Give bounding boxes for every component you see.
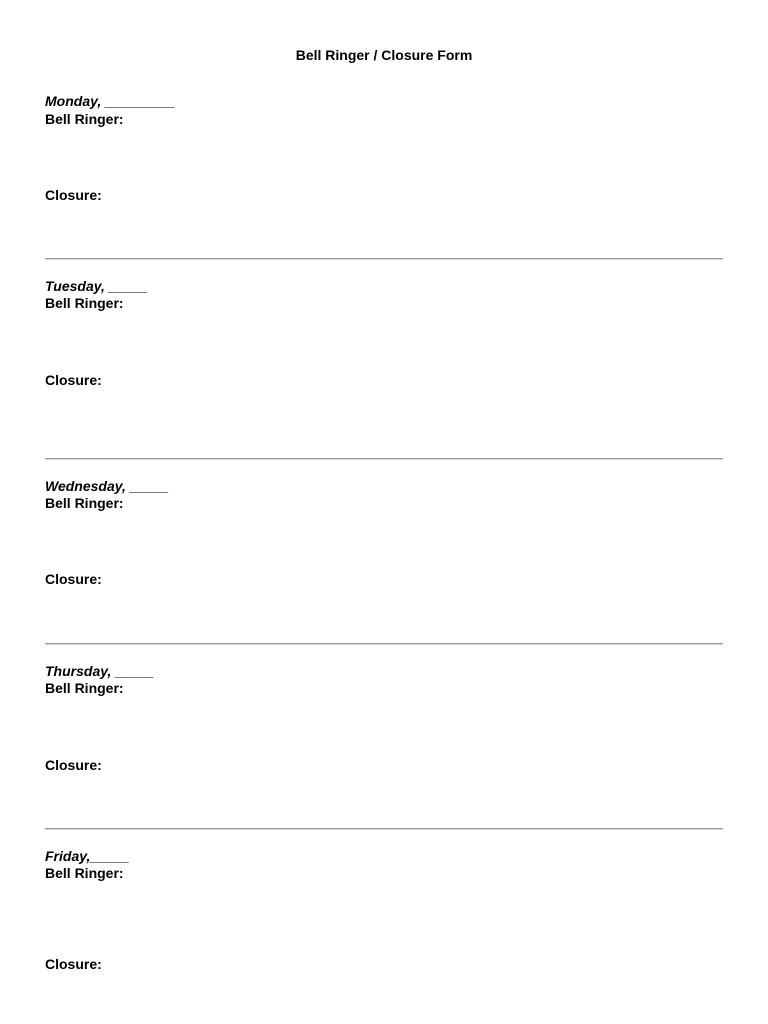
- form-title: Bell Ringer / Closure Form: [295, 47, 473, 63]
- day-heading-wednesday: Wednesday, _____: [45, 478, 169, 494]
- closure-label-wednesday: Closure:: [45, 571, 102, 587]
- bell-ringer-label-wednesday: Bell Ringer:: [45, 495, 124, 511]
- closure-label-friday: Closure:: [45, 956, 102, 972]
- section-divider: [45, 828, 723, 830]
- bell-ringer-label-friday: Bell Ringer:: [45, 865, 124, 881]
- section-divider: [45, 258, 723, 260]
- day-heading-tuesday: Tuesday, _____: [45, 278, 148, 294]
- day-heading-friday: Friday,_____: [45, 848, 130, 864]
- section-divider: [45, 458, 723, 460]
- closure-label-thursday: Closure:: [45, 757, 102, 773]
- bell-ringer-label-thursday: Bell Ringer:: [45, 680, 124, 696]
- section-divider: [45, 643, 723, 645]
- closure-label-monday: Closure:: [45, 187, 102, 203]
- closure-label-tuesday: Closure:: [45, 372, 102, 388]
- day-heading-thursday: Thursday, _____: [45, 663, 155, 679]
- bell-ringer-label-monday: Bell Ringer:: [45, 111, 124, 127]
- bell-ringer-label-tuesday: Bell Ringer:: [45, 295, 124, 311]
- day-heading-monday: Monday, _________: [45, 93, 176, 109]
